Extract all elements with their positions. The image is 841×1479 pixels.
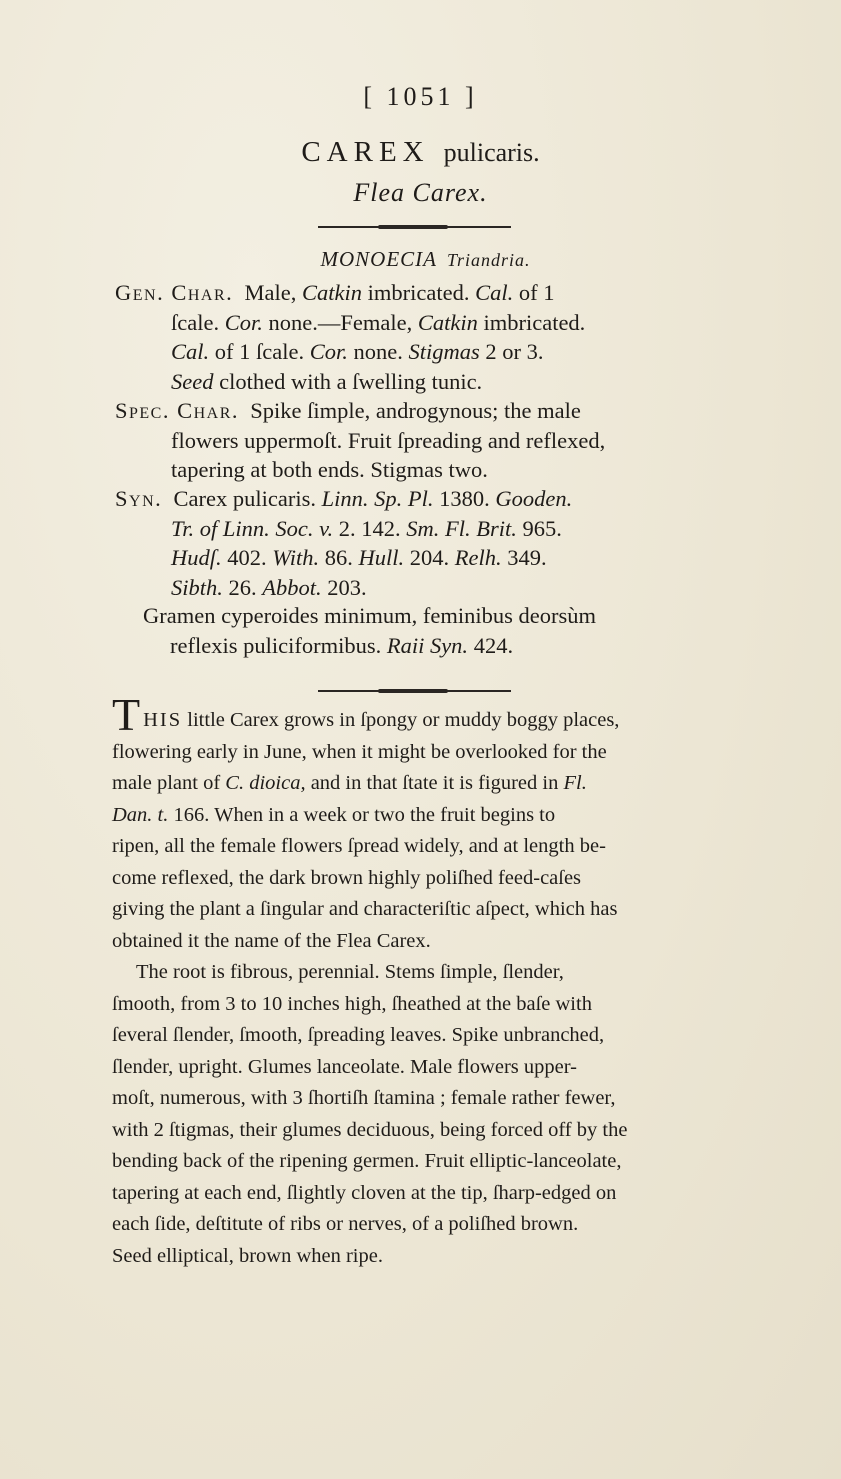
- text-line: ſeveral ſlender, ſmooth, ſpreading leaves. Spike unbranched,: [112, 1024, 605, 1046]
- text-line: ſlender, upright. Glumes lanceolate. Male flowers upper-: [112, 1055, 577, 1078]
- text-run: 26.: [222, 574, 263, 600]
- syn-label: Syn.: [115, 486, 163, 511]
- italic-run: Gooden.: [495, 486, 573, 511]
- generic-character: [115, 278, 585, 396]
- text-run: 166. When in a week or two the fruit begins to: [168, 803, 556, 826]
- text-line: ripen, all the female flowers ſpread widely, and at length be-: [112, 835, 606, 857]
- text-run: of 1: [513, 280, 555, 305]
- text-line: with 2 ſtigmas, their glumes deciduous, being forced off by the: [112, 1118, 628, 1141]
- text-line: tapering at both ends. Stigmas two.: [171, 457, 488, 482]
- italic-run: Hull.: [358, 545, 405, 570]
- text-run: 402.: [221, 545, 273, 570]
- text-line: moſt, numerous, with 3 ſhortiſh ſtamina ; female rather fewer,: [112, 1087, 616, 1109]
- text-run: HIS: [143, 709, 183, 731]
- italic-run: Linn. Sp. Pl.: [321, 486, 434, 511]
- text-run: none.: [347, 339, 409, 364]
- text-run: Spike ſimple, androgynous; the male: [250, 398, 581, 423]
- text-run: 204.: [404, 545, 455, 570]
- text-line: Gramen cyperoides minimum, feminibus deorsùm: [143, 603, 597, 628]
- text-run: clothed with a ſwelling tunic.: [213, 368, 483, 394]
- page-number: [ 1051 ]: [363, 82, 478, 111]
- class-name: MONOECIA: [320, 247, 437, 271]
- text-run: 424.: [468, 633, 514, 658]
- text-run: 2 or 3.: [479, 339, 544, 364]
- italic-run: Dan. t.: [112, 803, 169, 826]
- text-run: imbricated.: [361, 280, 476, 305]
- italic-run: Seed: [171, 368, 214, 394]
- italic-run: Cor.: [224, 309, 263, 335]
- text-line: come reflexed, the dark brown highly poliſhed feed-caſes: [112, 866, 582, 889]
- classification: [0, 247, 841, 272]
- text-run: and in that ſtate it is figured in: [305, 772, 564, 794]
- page-title: [0, 136, 841, 169]
- drop-cap: T: [112, 689, 141, 740]
- italic-run: Fl.: [563, 772, 587, 794]
- text-run: of 1 ſcale.: [209, 339, 310, 364]
- italic-run: Tr. of Linn. Soc. v.: [171, 515, 334, 541]
- text-line: ſmooth, from 3 to 10 inches high, ſheathed at the baſe with: [112, 992, 592, 1015]
- text-run: ſcale.: [171, 309, 225, 335]
- text-line: The root is fibrous, perennial. Stems ſimple, ſlender,: [136, 961, 564, 983]
- text-run: imbricated.: [477, 309, 586, 335]
- text-run: male plant of: [112, 772, 226, 794]
- italic-run: Sm. Fl. Brit.: [406, 515, 517, 541]
- text-run: little Carex grows in ſpongy or muddy boggy places,: [182, 709, 620, 731]
- text-line: obtained it the name of the Flea Carex.: [112, 929, 431, 952]
- text-run: 86.: [319, 545, 359, 570]
- italic-run: Catkin: [301, 280, 362, 305]
- title-genus: CAREX: [301, 136, 430, 168]
- text-run: Carex pulicaris.: [173, 486, 322, 511]
- text-line: flowers uppermoſt. Fruit ſpreading and reflexed,: [171, 427, 606, 453]
- italic-run: Catkin: [417, 309, 478, 335]
- text-line: each ſide, deſtitute of ribs or nerves, of a poliſhed brown.: [112, 1213, 579, 1235]
- italic-run: Raii Syn.: [386, 633, 469, 658]
- italic-run: Sibth.: [171, 574, 223, 600]
- text-line: bending back of the ripening germen. Fruit elliptic-lanceolate,: [112, 1150, 622, 1172]
- text-line: Seed elliptical, brown when ripe.: [112, 1244, 383, 1267]
- text-line: giving the plant a ſingular and characteriſtic aſpect, which has: [112, 898, 618, 920]
- spec-char-label: Spec. Char.: [115, 398, 240, 423]
- text-run: Male,: [244, 280, 302, 305]
- title-species: pulicaris.: [443, 138, 540, 167]
- text-run: 1380.: [433, 486, 496, 511]
- ornamental-rule-top: [318, 226, 511, 228]
- italic-run: Relh.: [454, 545, 502, 570]
- text-run: 203.: [321, 574, 367, 600]
- order-name: Triandria.: [446, 250, 531, 270]
- description-text: [112, 689, 742, 1272]
- italic-run: Stigmas: [408, 339, 480, 364]
- italic-run: Cal.: [171, 339, 210, 364]
- text-run: 965.: [516, 515, 562, 541]
- ornamental-rule-bottom: [318, 690, 511, 692]
- italic-run: Cal.: [475, 280, 514, 305]
- text-line: flowering early in June, when it might be overlooked for the: [112, 740, 607, 763]
- text-line: tapering at each end, ſlightly cloven at the tip, ſharp-edged on: [112, 1181, 617, 1204]
- italic-run: With.: [272, 545, 320, 570]
- gen-char-label: Gen. Char.: [115, 280, 234, 305]
- common-name: Flea Carex.: [353, 178, 488, 207]
- italic-run: Cor.: [309, 339, 348, 364]
- text-run: 2. 142.: [333, 515, 407, 541]
- text-run: 349.: [501, 545, 547, 570]
- italic-run: Hudſ.: [171, 545, 222, 570]
- text-run: none.—Female,: [262, 309, 418, 335]
- specific-character: [115, 396, 605, 485]
- italic-run: Abbot.: [262, 574, 322, 600]
- italic-run: C. dioica,: [225, 772, 306, 794]
- synonyms: [115, 484, 572, 602]
- gramen-synonym: [143, 601, 596, 661]
- text-run: reflexis puliciformibus.: [170, 633, 387, 658]
